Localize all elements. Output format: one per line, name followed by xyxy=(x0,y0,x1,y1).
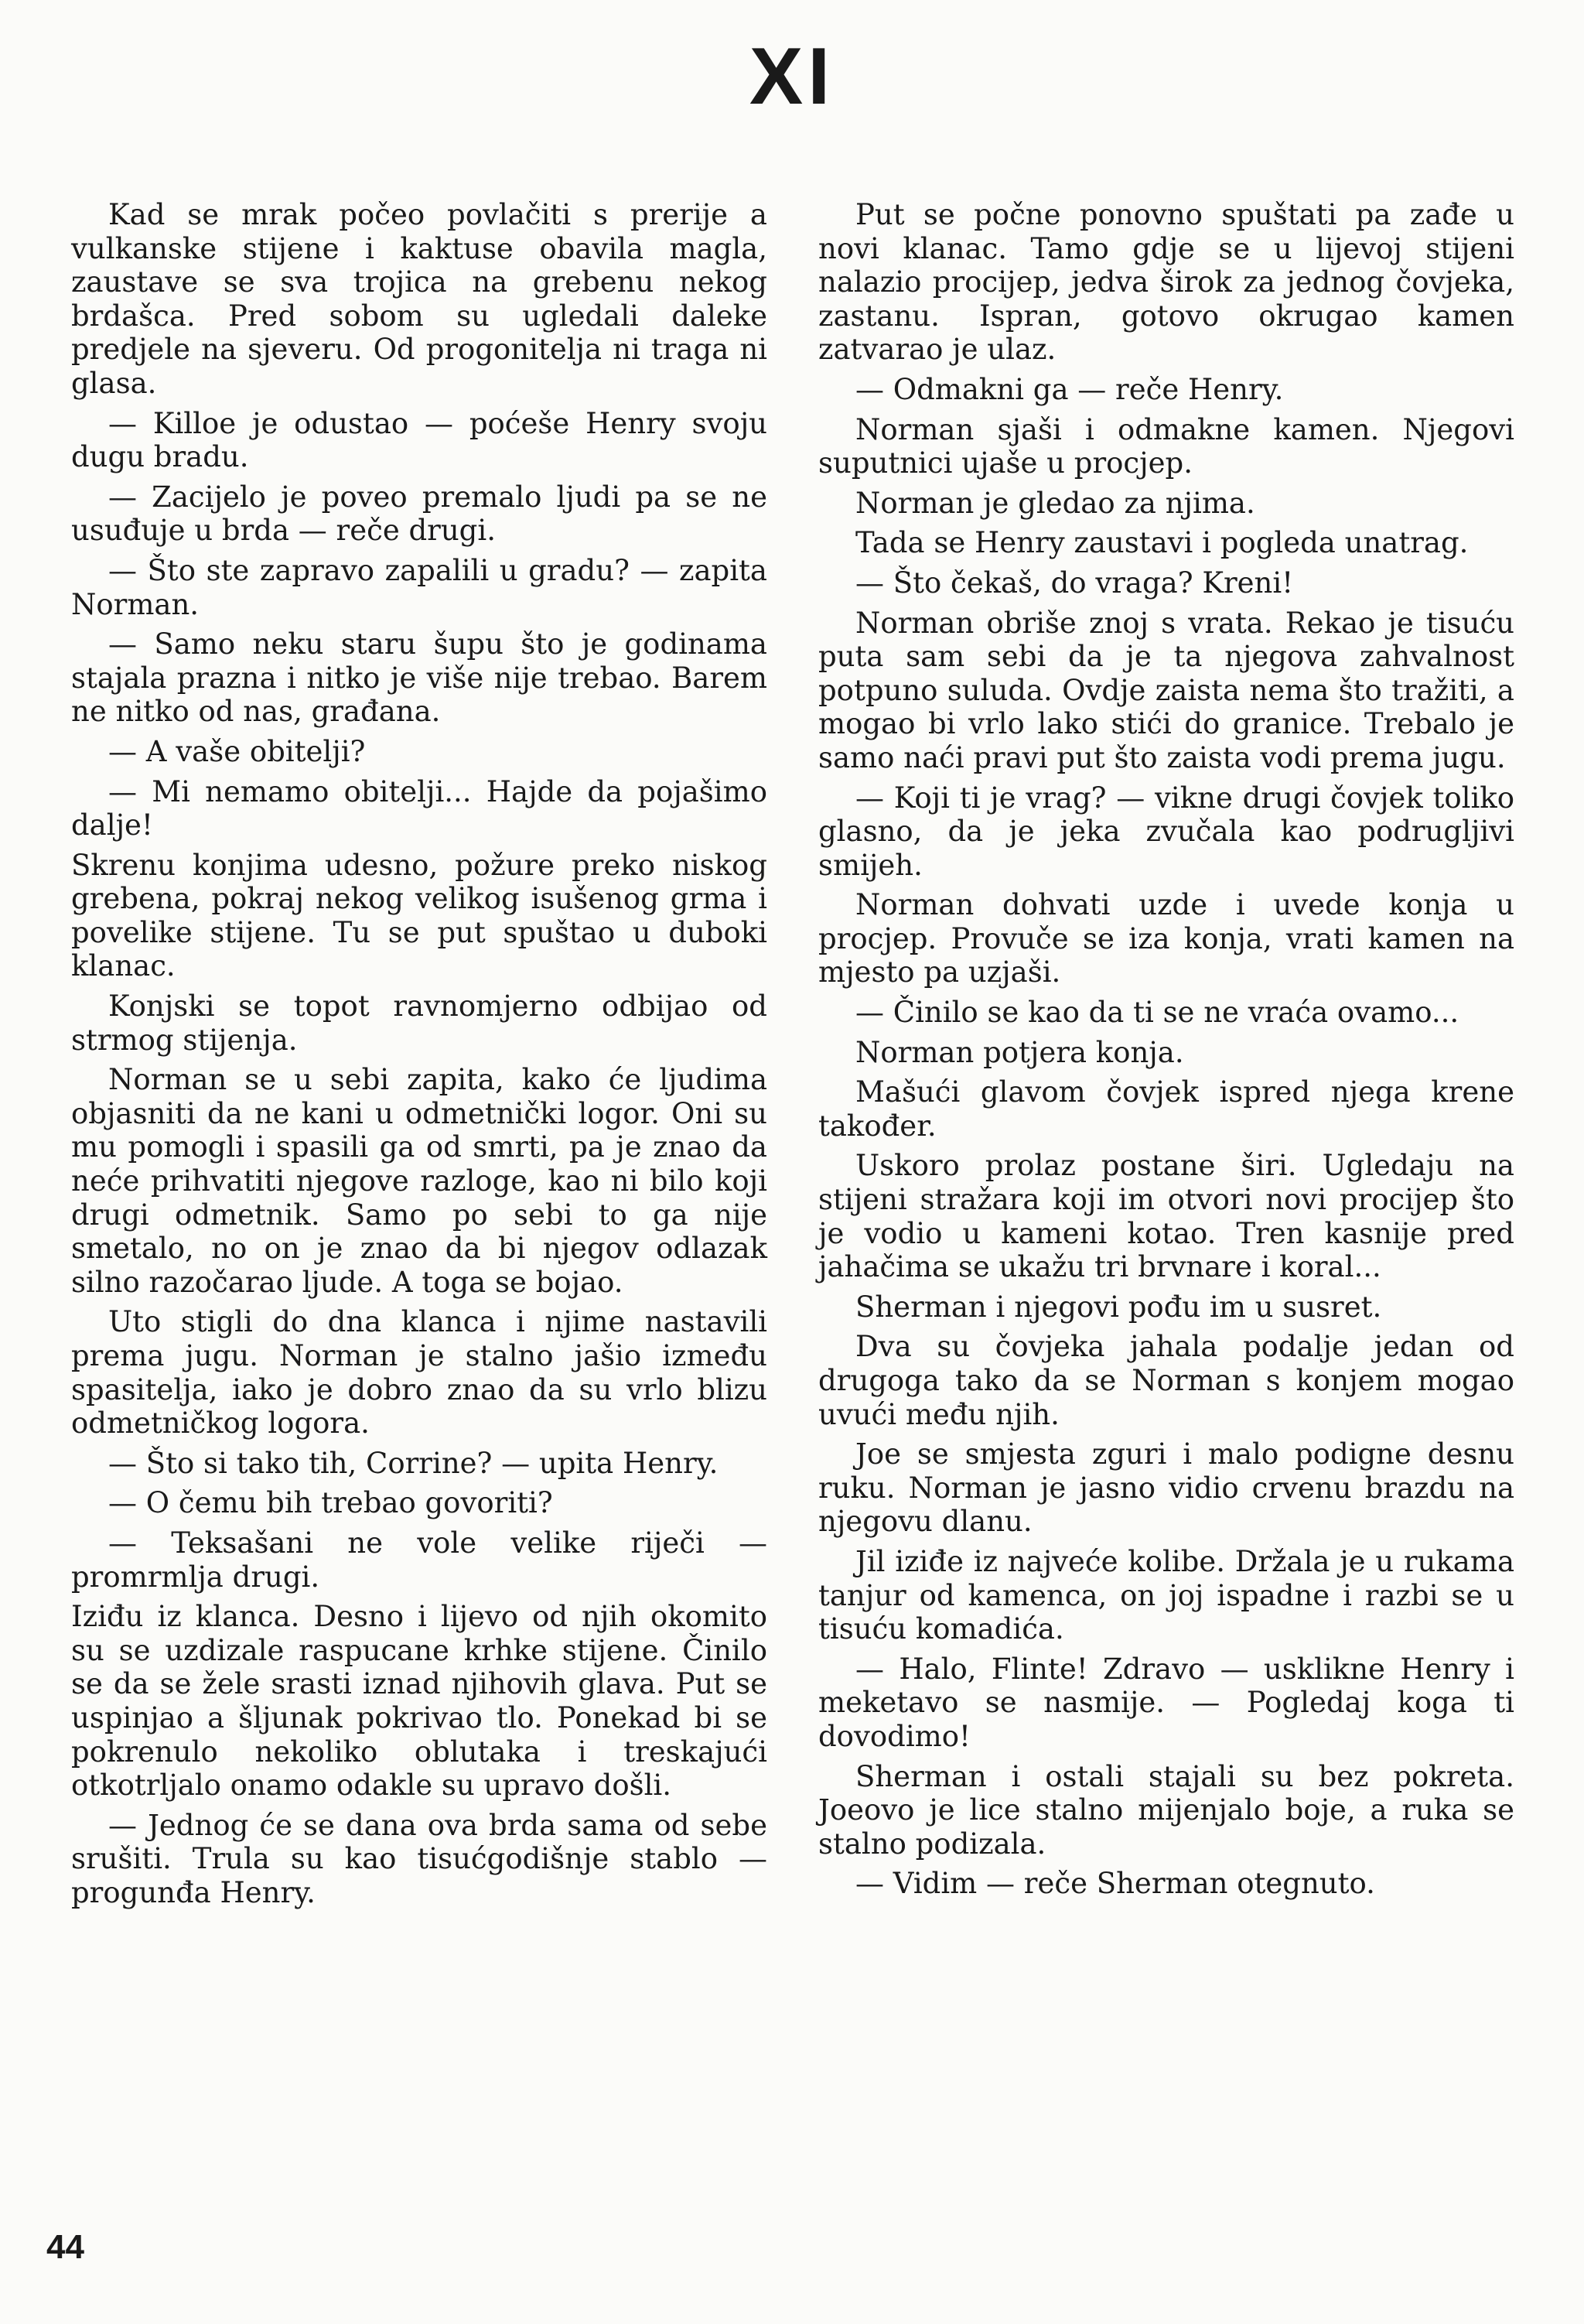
paragraph: Norman obriše znoj s vrata. Rekao je tisuću puta sam sebi da je ta njegova zahvalnost potpuno suluda. Ovdje zaista nema što tražiti, a mogao bi vrlo lako stići do granice. Trebalo je samo naći pravi put što zaista vodi prema jugu. xyxy=(818,606,1514,774)
paragraph: — Vidim — reče Sherman otegnuto. xyxy=(855,1867,1375,1901)
paragraph: — Halo, Flinte! Zdravo — usklikne Henry i meketavo se nasmije. — Pogledaj koga ti dovodimo! xyxy=(818,1652,1514,1753)
paragraph: — Što si tako tih, Corrine? — upita Henry. xyxy=(108,1446,719,1480)
paragraph: Sherman i njegovi pođu im u susret. xyxy=(855,1290,1382,1324)
paragraph: — O čemu bih trebao govoriti? xyxy=(108,1486,553,1520)
paragraph: Kad se mrak počeo povlačiti s prerije a vulkanske stijene i kaktuse obavila magla, zaustave se sva trojica na grebenu nekog brdašca. Pred sobom su ugledali daleke predjele na sjeveru. Od progonitelja ni traga ni glasa. xyxy=(71,198,767,400)
paragraph: Norman dohvati uzde i uvede konja u procjep. Provuče se iza konja, vrati kamen na mjesto pa uzjaši. xyxy=(818,888,1514,989)
paragraph: Norman je gledao za njima. xyxy=(855,486,1255,520)
paragraph: Norman sjaši i odmakne kamen. Njegovi suputnici ujaše u procjep. xyxy=(818,412,1514,480)
paragraph: — Jednog će se dana ova brda sama od sebe srušiti. Trula su kao tisućgodišnje stablo — progunđa Henry. xyxy=(71,1808,767,1909)
paragraph: Put se počne ponovno spuštati pa zađe u novi klanac. Tamo gdje se u lijevoj stijeni nalazio procijep, jedva širok za jednog čovjeka, zastanu. Ispran, gotovo okrugao kamen zatvarao je ulaz. xyxy=(818,198,1514,367)
paragraph: — A vaše obitelji? xyxy=(108,734,366,768)
page-number: 44 xyxy=(46,2228,84,2266)
paragraph: — Killoe je odustao — poćeše Henry svoju dugu bradu. xyxy=(71,406,767,474)
paragraph: Uskoro prolaz postane širi. Ugledaju na stijeni stražara koji im otvori novi procijep što je vodio u kameni kotao. Tren kasnije pred jahačima se ukažu tri brvnare i koral... xyxy=(818,1149,1514,1284)
paragraph: — Teksašani ne vole velike riječi — promrmlja drugi. xyxy=(71,1526,767,1594)
paragraph: Mašući glavom čovjek ispred njega krene također. xyxy=(818,1075,1514,1143)
paragraph: Norman potjera konja. xyxy=(855,1035,1184,1069)
text-column-right xyxy=(818,198,1514,1907)
paragraph: — Odmakni ga — reče Henry. xyxy=(855,372,1284,406)
paragraph: Jil iziđe iz najveće kolibe. Držala je u rukama tanjur od kamenca, on joj ispadne i razbi se u tisuću komadića. xyxy=(818,1544,1514,1646)
paragraph: — Što čekaš, do vraga? Kreni! xyxy=(855,566,1294,600)
paragraph: Dva su čovjeka jahala podalje jedan od drugoga tako da se Norman s konjem mogao uvući među njih. xyxy=(818,1330,1514,1431)
paragraph: Joe se smjesta zguri i malo podigne desnu ruku. Norman je jasno vidio crvenu brazdu na njegovu dlanu. xyxy=(818,1437,1514,1539)
paragraph: Norman se u sebi zapita, kako će ljudima objasniti da ne kani u odmetnički logor. Oni su mu pomogli i spasili ga od smrti, pa je znao da neće prihvatiti njegove razloge, kao ni bilo koji drugi odmetnik. Samo po sebi to ga nije smetalo, no on je znao da bi njegov odlazak silno razočarao ljude. A toga se bojao. xyxy=(71,1063,767,1299)
paragraph: — Što ste zapravo zapalili u gradu? — zapita Norman. xyxy=(71,553,767,621)
paragraph: Konjski se topot ravnomjerno odbijao od strmog stijenja. xyxy=(71,989,767,1057)
paragraph: Skrenu konjima udesno, požure preko niskog grebena, pokraj nekog velikog isušenog grma i povelike stijene. Tu se put spuštao u duboki klanac. xyxy=(71,848,767,983)
paragraph: — Koji ti je vrag? — vikne drugi čovjek toliko glasno, da je jeka zvučala kao podrugljivi smijeh. xyxy=(818,781,1514,882)
paragraph: Iziđu iz klanca. Desno i lijevo od njih okomito su se uzdizale raspucane krhke stijene. Činilo se da se žele srasti iznad njihovih glava. Put se uspinjao a šljunak pokrivao tlo. Ponekad bi se pokrenulo nekoliko oblutaka i treskajući otkotrljalo onamo odakle su upravo došli. xyxy=(71,1600,767,1803)
paragraph: Uto stigli do dna klanca i njime nastavili prema jugu. Norman je stalno jašio između spasitelja, iako je dobro znao da su vrlo blizu odmetničkog logora. xyxy=(71,1305,767,1441)
paragraph: — Zacijelo je poveo premalo ljudi pa se ne usuđuje u brda — reče drugi. xyxy=(71,480,767,548)
paragraph: — Mi nemamo obitelji... Hajde da pojašimo dalje! xyxy=(71,774,767,842)
paragraph: Tada se Henry zaustavi i pogleda unatrag. xyxy=(855,526,1469,560)
paragraph: Sherman i ostali stajali su bez pokreta. Joeovo je lice stalno mijenjalo boje, a ruka se stalno podizala. xyxy=(818,1759,1514,1861)
paragraph: — Činilo se kao da ti se ne vraća ovamo... xyxy=(855,996,1459,1030)
paragraph: — Samo neku staru šupu što je godinama stajala prazna i nitko je više nije trebao. Barem ne nitko od nas, građana. xyxy=(71,627,767,729)
text-column-left xyxy=(71,198,767,1916)
chapter-title: XI xyxy=(749,32,835,121)
